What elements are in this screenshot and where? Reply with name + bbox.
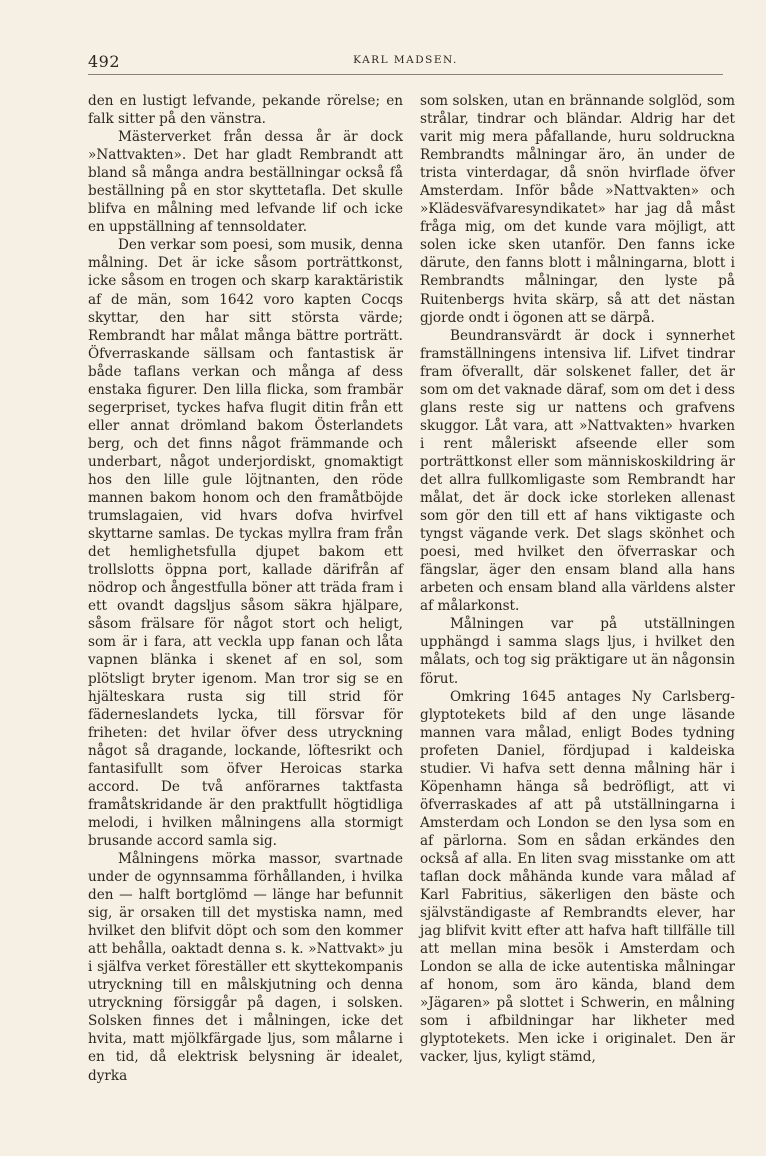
paragraph: Beundransvärdt är dock i synnerhet framställningens intensiva lif. Lifvet tindrar fram öfverallt, där solskenet faller, det är som om det vaknade däraf, som om det i dess glans reste sig ur nattens och grafvens skuggor. Låt vara, att »Nattvakten» hvarken i rent måleriskt afseende eller som porträttkonst eller som människoskildring är det allra fullkomligaste som Rembrandt har målat, det är dock icke storleken allenast som gör den till ett af hans viktigaste och tyngst vägande verk. Det slags skönhet och poesi, med hvilket den öfverraskar och fängslar, äger den ensam bland alla hans arbeten och ensam bland alla världens alster af målarkonst. (420, 327, 735, 615)
page-header (88, 50, 723, 75)
paragraph: Målningens mörka massor, svartnade under de ogynnsamma förhållanden, i hvilka den — halft bortglömd — länge har befunnit sig, är orsaken till det mystiska namn, med hvilket den blifvit döpt och som den kommer att behålla, oaktadt denna s. k. »Nattvakt» ju i själfva verket föreställer ett skyttekompanis utryckning till en målskjutning och denna utryckning försiggår på dagen, i solsken. Solsken finnes det i målningen, icke det hvita, matt mjölkfärgade ljus, som målarne i en tid, då elektrisk belysning är idealet, dyrka (88, 850, 403, 1084)
right-column (420, 92, 735, 1067)
running-head: KARL MADSEN. (353, 54, 458, 66)
paragraph: som solsken, utan en brännande solglöd, som strålar, tindrar och bländar. Aldrig har det varit mig mera påfallande, huru soldruckna Rembrandts målningar äro, än under de trista vinterdagar, då snön hvirflade öfver Amsterdam. Inför både »Nattvakten» och »Klädesväfvaresyndikatet» har jag då måst fråga mig, om det kunde vara möjligt, att solen icke sken utanför. Den fanns icke därute, den fanns blott i målningarna, blott i Rembrandts målningar, den lyste på Ruitenbergs hvita skärp, så att det nästan gjorde ondt i ögonen att se därpå. (420, 93, 735, 326)
paragraph: Den verkar som poesi, som musik, denna målning. Det är icke såsom porträttkonst, icke såsom en trogen och skarp karaktäristik af de män, som 1642 voro kapten Cocqs skyttar, den har sitt största värde; Rembrandt har målat många bättre porträtt. Öfverraskande sällsam och fantastisk är både taflans verkan och många af dess enstaka figurer. Den lilla flicka, som frambär segerpriset, tyckes hafva flugit ditin från ett eller annat drömland bakom Österlandets berg, och det finns något främmande och underbart, något underjordiskt, gnomaktigt hos den lille gule löjtnanten, den röde mannen bakom honom och den framåtböjde trumslagaien, vid hvars dofva hvirfvel skyttarne samlas. De tyckas myllra fram från det hemlighetsfulla djupet bakom ett trollslotts öppna port, kallade därifrån af nödrop och ångestfulla böner att träda fram i ett ovandt dagsljus såsom säkra hjälpare, såsom frälsare för något stort och heligt, som är i fara, att veckla upp fanan och låta vapnen blänka i skenet af en sol, som plötsligt bryter igenom. Man tror sig se en hjälteskara rusta sig till strid för fäderneslandets lycka, till försvar för friheten: det hvilar öfver dess utryckning något så dragande, lockande, löftesrikt och fantasifullt som öfver Heroicas starka accord. De två anförarnes taktfasta framåtskridande är den praktfullt högtidliga melodi, i hvilken målningens alla stormigt brusande accord samla sig. (88, 237, 403, 849)
paragraph: Omkring 1645 antages Ny Carlsberg-glyptotekets bild af den unge läsande mannen vara målad, enligt Bodes tydning profeten Daniel, fördjupad i kaldeiska studier. Vi hafva sett denna målning här i Köpenhamn hänga så bedröfligt, att vi öfverraskades af att på utställningarna i Amsterdam och London se den lysa som en af pärlorna. Som en sådan erkändes den också af alla. En liten svag misstanke om att taflan dock måhända kunde vara målad af Karl Fabritius, säkerligen den bäste och självständigaste af Rembrandts elever, har jag blifvit kvitt efter att hafva haft tillfälle till att mellan mina besök i Amsterdam och London se alla de icke autentiska målningar af honom, som äro kända, bland dem »Jägaren» på slottet i Schwerin, en målning som i afbildningar har likheter med glyptotekets. Men icke i originalet. Den är vacker, ljus, kyligt stämd, (420, 688, 735, 1066)
paragraph: Målningen var på utställningen upphängd i samma slags ljus, i hvilket den målats, och tog sig präktigare ut än någonsin förut. (420, 616, 735, 687)
paragraph: den en lustigt lefvande, pekande rörelse; en falk sitter på den vänstra. (88, 93, 403, 128)
page-number: 492 (88, 52, 121, 71)
paragraph: Mästerverket från dessa år är dock »Nattvakten». Det har gladt Rembrandt att bland så många andra beställningar också få beställning på en stor skyttetafla. Det skulle blifva en målning med lefvande lif och icke en uppställning af tennsoldater. (88, 129, 403, 236)
left-column (88, 92, 403, 1085)
